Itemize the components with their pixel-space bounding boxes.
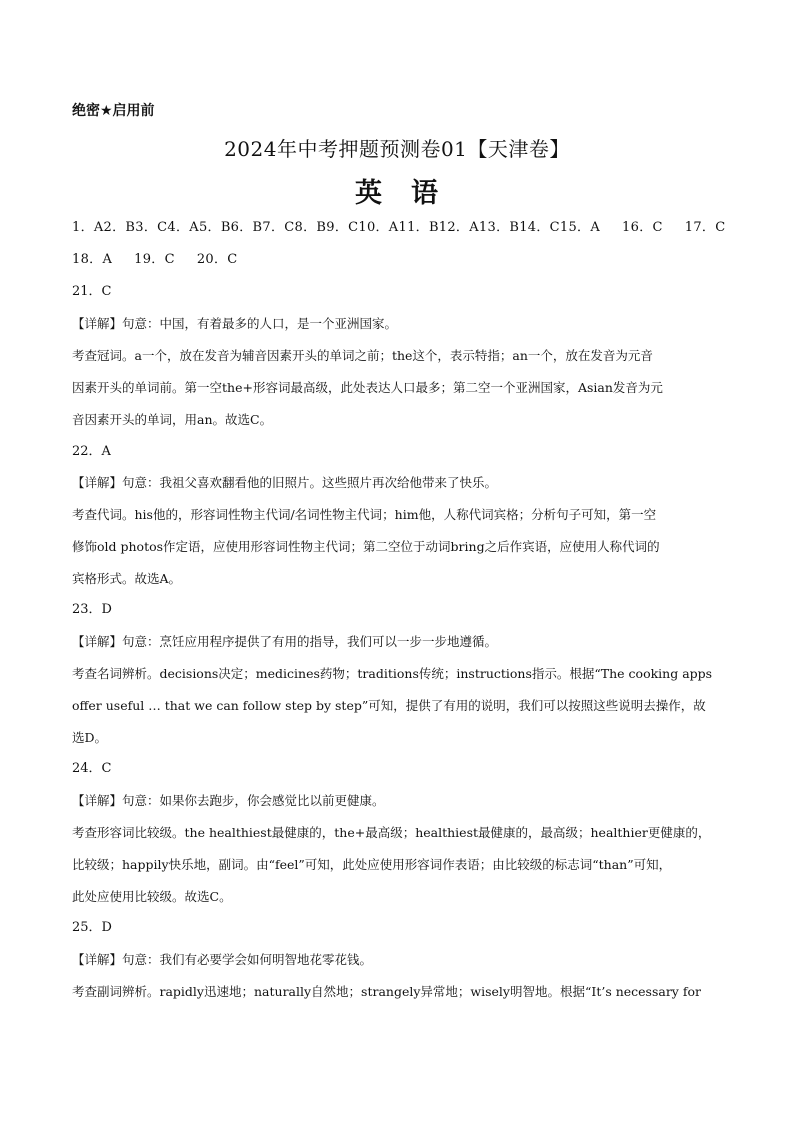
answer-16: 16．C xyxy=(622,220,663,235)
q23-answer: 23．D xyxy=(72,602,112,617)
subject-title: 英 语 xyxy=(355,178,439,209)
answer-line-2 xyxy=(72,251,732,269)
q21-explanation-1: 考查冠词。a一个，放在发音为辅音因素开头的单词之前；the这个，表示特指；an一个，放在发音为元音 xyxy=(72,348,653,363)
q21-explanation-3: 音因素开头的单词，用an。故选C。 xyxy=(72,412,273,427)
q24-explanation-2: 比较级；happily快乐地，副词。由“feel”可知，此处应使用形容词作表语；由比较级的标志词“than”可知， xyxy=(72,857,672,872)
q23-explanation-2: offer useful … that we can follow step by step”可知，提供了有用的说明，我们可以按照这些说明去操作，故 xyxy=(72,698,706,713)
answer-18: 18．A xyxy=(72,252,113,267)
q23-explanation-3: 选D。 xyxy=(72,730,108,745)
q21-answer: 21．C xyxy=(72,284,112,299)
q21-explanation-2: 因素开头的单词前。第一空the+形容词最高级，此处表达人口最多；第二空一个亚洲国家，Asian发音为元 xyxy=(72,380,663,395)
q22-answer: 22．A xyxy=(72,444,111,459)
q23-detail: 【详解】句意：烹饪应用程序提供了有用的指导，我们可以一步一步地遵循。 xyxy=(72,634,498,649)
page-title: 2024年中考押题预测卷01【天津卷】 xyxy=(224,137,570,161)
q24-explanation-3: 此处应使用比较级。故选C。 xyxy=(72,889,232,904)
answer-17: 17．C xyxy=(684,220,726,235)
confidential-label: 绝密★启用前 xyxy=(72,103,155,119)
q22-explanation-1: 考查代词。his他的，形容词性物主代词/名词性物主代词；him他，人称代词宾格；分析句子可知，第一空 xyxy=(72,507,657,522)
q23-explanation-1: 考查名词辨析。decisions决定；medicines药物；traditions传统；instructions指示。根据“The cooking apps xyxy=(72,666,713,681)
q25-answer: 25．D xyxy=(72,920,112,935)
q24-detail: 【详解】句意：如果你去跑步，你会感觉比以前更健康。 xyxy=(72,793,385,808)
answer-line-1 xyxy=(72,219,732,237)
q25-explanation-1: 考查副词辨析。rapidly迅速地；naturally自然地；strangely异常地；wisely明智地。根据“It’s necessary for xyxy=(72,984,701,999)
answer-20: 20．C xyxy=(196,252,238,267)
q25-detail: 【详解】句意：我们有必要学会如何明智地花零花钱。 xyxy=(72,952,373,967)
q22-explanation-3: 宾格形式。故选A。 xyxy=(72,571,182,586)
q22-explanation-2: 修饰old photos作定语，应使用形容词性物主代词；第二空位于动词bring之后作宾语，应使用人称代词的 xyxy=(72,539,660,554)
q24-answer: 24．C xyxy=(72,761,112,776)
q24-explanation-1: 考查形容词比较级。the healthiest最健康的，the+最高级；healthiest最健康的，最高级；healthier更健康的， xyxy=(72,825,711,840)
q22-detail: 【详解】句意：我祖父喜欢翻看他的旧照片。这些照片再次给他带来了快乐。 xyxy=(72,475,498,490)
answers-1-15: 1．A2．B3．C4．A5．B6．B7．C8．B9．C10．A11．B12．A13．B14．C15．A xyxy=(72,220,601,235)
answer-19: 19．C xyxy=(134,252,175,267)
q21-detail: 【详解】句意：中国，有着最多的人口，是一个亚洲国家。 xyxy=(72,316,398,331)
